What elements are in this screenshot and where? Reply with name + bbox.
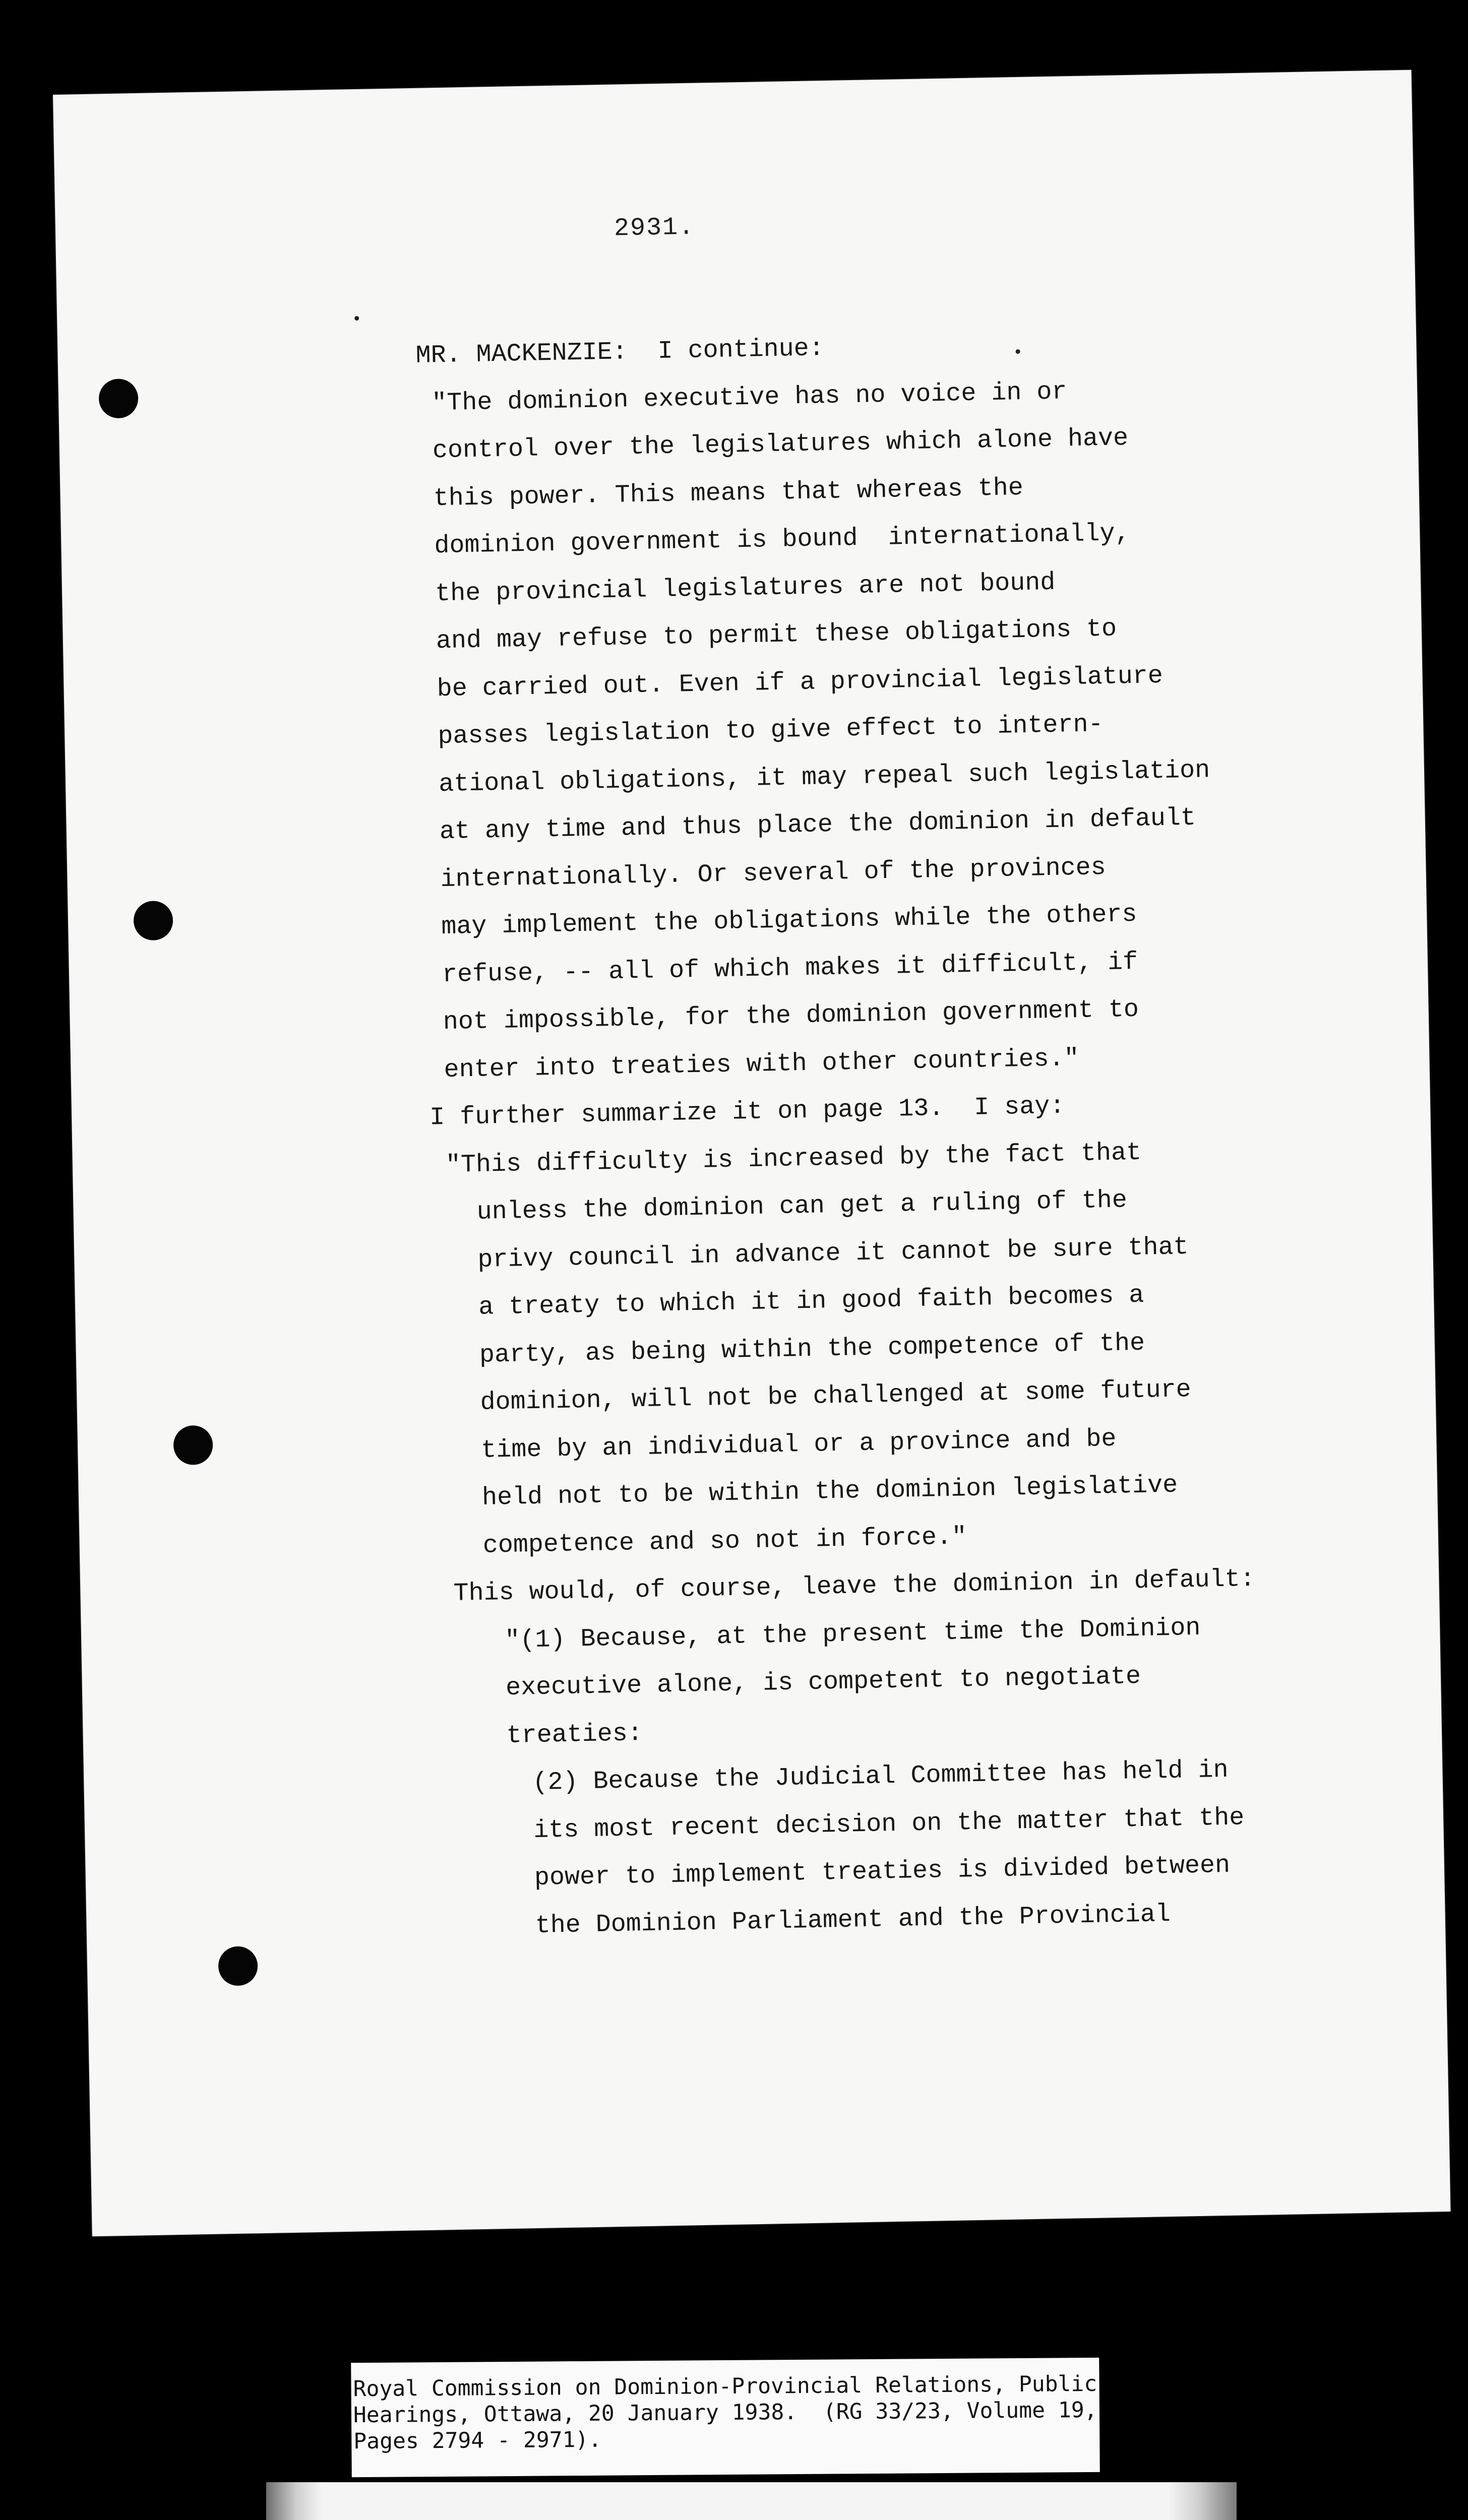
text-line: I further summarize it on page 13. I say: bbox=[429, 1092, 1065, 1132]
text-line: at any time and thus place the dominion in default bbox=[439, 803, 1196, 847]
text-line: dominion government is bound internationally, bbox=[434, 519, 1131, 561]
reference-line: Pages 2794 - 2971). bbox=[353, 2427, 602, 2454]
text-line: "The dominion executive has no voice in or bbox=[431, 377, 1067, 418]
text-line: time by an individual or a province and be bbox=[480, 1424, 1117, 1465]
text-line: refuse, -- all of which makes it difficult, if bbox=[442, 948, 1138, 989]
reference-line: Royal Commission on Dominion-Provincial Relations, Public bbox=[353, 2371, 1097, 2402]
text-line: the provincial legislatures are not bound bbox=[435, 568, 1056, 608]
text-line: "(1) Because, at the present time the Dominion bbox=[504, 1613, 1201, 1655]
text-line: not impossible, for the dominion government to bbox=[443, 995, 1139, 1037]
punch-hole bbox=[218, 1946, 258, 1986]
page-number: 2931. bbox=[614, 213, 695, 243]
archival-reference-label bbox=[351, 2358, 1100, 2477]
text-line: MR. MACKENZIE: I continue: bbox=[415, 334, 825, 370]
text-line: held not to be within the dominion legislative bbox=[481, 1471, 1178, 1513]
text-line: its most recent decision on the matter that the bbox=[533, 1803, 1245, 1845]
text-line: passes legislation to give effect to intern- bbox=[437, 710, 1104, 751]
text-line: the Dominion Parliament and the Provincial bbox=[535, 1900, 1171, 1940]
text-line: executive alone, is competent to negotiate bbox=[505, 1662, 1141, 1703]
text-line: dominion, will not be challenged at some future bbox=[480, 1375, 1192, 1417]
ink-speck bbox=[354, 316, 359, 321]
typed-text-body bbox=[415, 315, 1403, 1951]
text-line: (2) Because the Judicial Committee has held in bbox=[532, 1755, 1229, 1798]
text-line: "This difficulty is increased by the fact that bbox=[445, 1138, 1142, 1180]
text-line: privy council in advance it cannot be sure that bbox=[477, 1232, 1189, 1275]
text-line: party, as being within the competence of the bbox=[479, 1329, 1145, 1370]
text-line: treaties: bbox=[506, 1719, 643, 1750]
text-line: ational obligations, it may repeal such legislation bbox=[438, 755, 1210, 799]
punch-hole bbox=[133, 901, 173, 940]
punch-hole bbox=[98, 379, 138, 418]
text-line: and may refuse to permit these obligations to bbox=[436, 614, 1117, 656]
text-line: a treaty to which it in good faith becomes a bbox=[478, 1281, 1144, 1322]
text-line: enter into treaties with other countries." bbox=[444, 1044, 1080, 1085]
public-archives-stamp bbox=[266, 2482, 1237, 2520]
text-line: power to implement treaties is divided between bbox=[534, 1851, 1231, 1893]
text-line: be carried out. Even if a provincial legislature bbox=[437, 661, 1164, 704]
text-line: internationally. Or several of the provinces bbox=[440, 853, 1107, 894]
text-line: may implement the obligations while the others bbox=[441, 900, 1137, 942]
punch-hole bbox=[173, 1425, 213, 1465]
reference-line: Hearings, Ottawa, 20 January 1938. (RG 33/23, Volume 19, bbox=[353, 2397, 1097, 2428]
text-line: unless the dominion can get a ruling of the bbox=[476, 1186, 1128, 1227]
document-page bbox=[53, 70, 1450, 2237]
text-line: this power. This means that whereas the bbox=[433, 473, 1024, 513]
text-line: competence and so not in force." bbox=[482, 1522, 967, 1560]
text-line: control over the legislatures which alone have bbox=[432, 424, 1129, 466]
text-line: This would, of course, leave the dominion in default: bbox=[453, 1564, 1256, 1608]
